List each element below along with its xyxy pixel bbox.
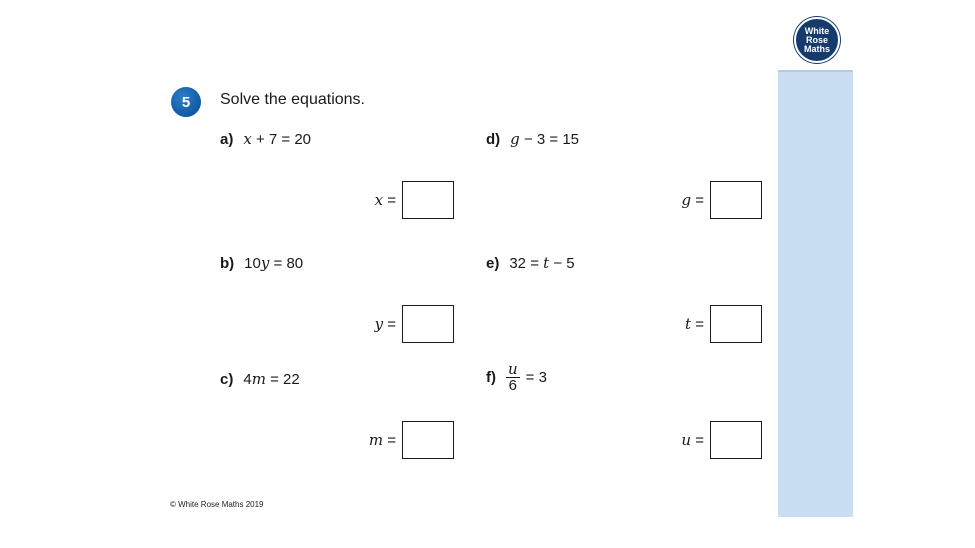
equation-label: a) bbox=[220, 130, 234, 148]
equation-variable: m bbox=[251, 370, 266, 388]
answer-box-e[interactable] bbox=[710, 305, 762, 343]
answer-f bbox=[648, 421, 762, 459]
answer-variable: t bbox=[685, 315, 692, 333]
equation-b bbox=[220, 254, 303, 272]
fraction bbox=[506, 362, 520, 393]
equation-a bbox=[220, 130, 311, 148]
question-number: 5 bbox=[181, 93, 191, 111]
answer-equals: = bbox=[383, 315, 396, 333]
answer-box-f[interactable] bbox=[710, 421, 762, 459]
answer-variable: m bbox=[368, 431, 384, 449]
equation-label: e) bbox=[486, 254, 500, 272]
equation-e bbox=[486, 254, 575, 272]
equation-variable: g bbox=[510, 130, 520, 148]
answer-variable: y bbox=[374, 315, 384, 333]
fraction-denominator: 6 bbox=[508, 377, 517, 394]
answer-equals: = bbox=[383, 431, 396, 449]
question-title: Solve the equations. bbox=[220, 91, 365, 108]
answer-d bbox=[648, 181, 762, 219]
answer-box-a[interactable] bbox=[402, 181, 454, 219]
answer-variable: x bbox=[374, 191, 384, 209]
equation-rest: − 3 = 15 bbox=[519, 130, 579, 148]
answer-equals: = bbox=[383, 191, 396, 209]
logo-line-2: Rose bbox=[805, 34, 828, 45]
answer-b bbox=[340, 305, 454, 343]
answer-equals: = bbox=[691, 315, 704, 333]
equation-rest: = 3 bbox=[525, 369, 547, 386]
equation-prefix: 32 = bbox=[509, 254, 544, 272]
logo-line-3: Maths bbox=[803, 43, 830, 54]
answer-box-c[interactable] bbox=[402, 421, 454, 459]
side-panel-header bbox=[778, 0, 853, 72]
equation-c bbox=[220, 370, 300, 388]
white-rose-maths-logo bbox=[794, 17, 840, 63]
equation-prefix: 10 bbox=[244, 254, 261, 272]
equation-label: b) bbox=[220, 254, 235, 272]
equation-rest: + 7 = 20 bbox=[251, 130, 312, 148]
answer-box-b[interactable] bbox=[402, 305, 454, 343]
equation-label: c) bbox=[220, 370, 234, 388]
equation-label: f) bbox=[486, 369, 496, 386]
answer-e bbox=[648, 305, 762, 343]
equation-variable: t bbox=[543, 254, 550, 272]
equation-rest: = 80 bbox=[269, 254, 304, 272]
answer-equals: = bbox=[691, 431, 704, 449]
answer-box-d[interactable] bbox=[710, 181, 762, 219]
equation-prefix: 4 bbox=[243, 370, 252, 388]
equation-variable: x bbox=[243, 130, 252, 148]
question-number-badge bbox=[171, 87, 201, 117]
fraction-numerator: u bbox=[508, 360, 518, 378]
equation-rest: = 22 bbox=[265, 370, 300, 388]
answer-equals: = bbox=[691, 191, 704, 209]
equation-rest: − 5 bbox=[549, 254, 575, 272]
equation-f bbox=[486, 362, 547, 393]
equation-d bbox=[486, 130, 579, 148]
answer-a bbox=[340, 181, 454, 219]
equation-label: d) bbox=[486, 130, 501, 148]
answer-variable: u bbox=[681, 431, 692, 449]
answer-variable: g bbox=[681, 191, 692, 209]
answer-c bbox=[340, 421, 454, 459]
equation-variable: y bbox=[260, 254, 270, 272]
logo-line-1: White bbox=[804, 25, 830, 36]
copyright-footer: © White Rose Maths 2019 bbox=[170, 500, 264, 509]
side-panel bbox=[778, 0, 853, 517]
